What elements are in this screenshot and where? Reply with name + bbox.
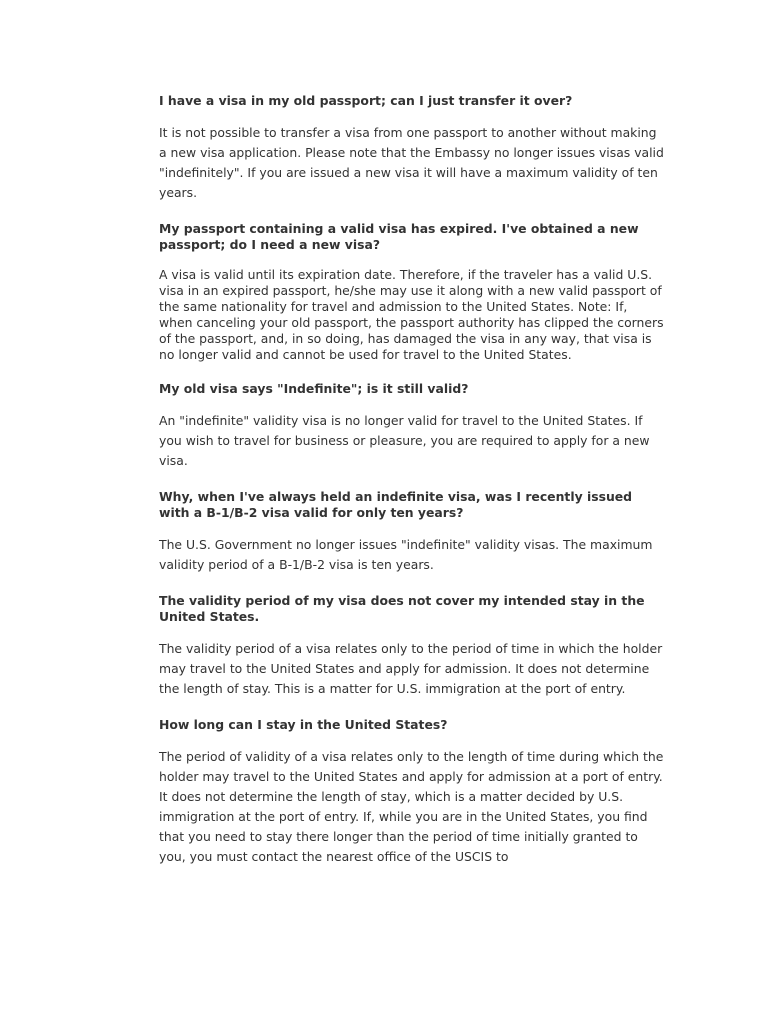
faq-question-6: How long can I stay in the United States? xyxy=(159,717,448,732)
faq-question-3: My old visa says "Indefinite"; is it still valid? xyxy=(159,381,469,396)
faq-document xyxy=(159,93,664,867)
faq-question-2: My passport containing a valid visa has expired. I've obtained a new passport; do I need a new visa? xyxy=(159,221,639,252)
faq-answer-1: It is not possible to transfer a visa from one passport to another without making a new visa application. Please note that the Embassy no longer issues visas valid "indefinitely". If you are issued a new visa it will have a maximum validity of ten years. xyxy=(159,125,664,200)
faq-answer-5: The validity period of a visa relates only to the period of time in which the holder may travel to the United States and apply for admission. It does not determine the length of stay. This is a matter for U.S. immigration at the port of entry. xyxy=(159,641,663,696)
faq-question-5: The validity period of my visa does not cover my intended stay in the United States. xyxy=(159,593,645,624)
faq-question-1: I have a visa in my old passport; can I just transfer it over? xyxy=(159,93,573,108)
faq-answer-4: The U.S. Government no longer issues "indefinite" validity visas. The maximum validity period of a B-1/B-2 visa is ten years. xyxy=(159,537,653,572)
faq-answer-3: An "indefinite" validity visa is no longer valid for travel to the United States. If you wish to travel for business or pleasure, you are required to apply for a new visa. xyxy=(159,413,650,468)
faq-answer-2: A visa is valid until its expiration date. Therefore, if the traveler has a valid U.S. visa in an expired passport, he/she may use it along with a new valid passport of the same nationality for travel and admission to the United States. Note: If, when canceling your old passport, the passport authority has clipped the corners of the passport, and, in so doing, has damaged the visa in any way, that visa is no longer valid and cannot be used for travel to the United States. xyxy=(159,267,664,362)
faq-question-4: Why, when I've always held an indefinite visa, was I recently issued with a B-1/B-2 visa valid for only ten years? xyxy=(159,489,633,520)
faq-answer-6: The period of validity of a visa relates only to the length of time during which the holder may travel to the United States and apply for admission at a port of entry. It does not determine the length of stay, which is a matter decided by U.S. immigration at the port of entry. If, while you are in the United States, you find that you need to stay there longer than the period of time initially granted to you, you must contact the nearest office of the USCIS to xyxy=(159,749,664,864)
